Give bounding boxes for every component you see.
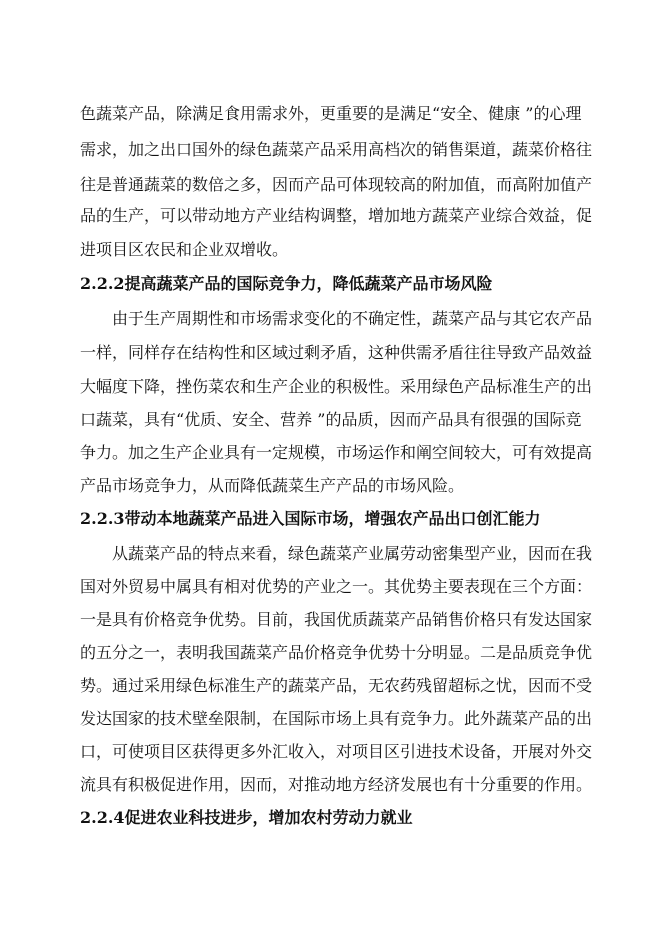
section-heading-2-2-4: 2.2.4促进农业科技进步，增加农村劳动力就业 bbox=[80, 808, 413, 827]
paragraph-3-line: 流具有积极促进作用，因而，对推动地方经济发展也有十分重要的作用。 bbox=[80, 775, 593, 794]
paragraph-2-line: 产品市场竞争力，从而降低蔬菜生产产品的市场风险。 bbox=[80, 476, 465, 495]
paragraph-3-line: 势。通过采用绿色标准生产的蔬菜产品，无农药残留超标之忧，因而不受 bbox=[80, 676, 593, 695]
paragraph-1-line: 品的生产，可以带动地方产业结构调整，增加地方蔬菜产业综合效益，促 bbox=[80, 206, 593, 225]
paragraph-3-line: 发达国家的技术壁垒限制，在国际市场上具有竞争力。此外蔬菜产品的出 bbox=[80, 709, 593, 728]
section-heading-2-2-3: 2.2.3带动本地蔬菜产品进入国际市场，增强农产品出口创汇能力 bbox=[80, 509, 541, 528]
paragraph-2-line: 由于生产周期性和市场需求变化的不确定性，蔬菜产品与其它农产品 bbox=[112, 309, 593, 328]
paragraph-1-line: 需求，加之出口国外的绿色蔬菜产品采用高档次的销售渠道，蔬菜价格往 bbox=[80, 140, 593, 159]
paragraph-2-line: 一样，同样存在结构性和区域过剩矛盾，这种供需矛盾往往导致产品效益 bbox=[80, 343, 593, 362]
paragraph-1-line: 进项目区农民和企业双增收。 bbox=[80, 240, 289, 259]
paragraph-3-line: 从蔬菜产品的特点来看，绿色蔬菜产业属劳动密集型产业，因而在我 bbox=[112, 544, 593, 563]
paragraph-2-line: 大幅度下降，挫伤菜农和生产企业的积极性。采用绿色产品标准生产的出 bbox=[80, 377, 593, 396]
paragraph-1-line: 色蔬菜产品，除满足食用需求外，更重要的是满足“安全、健康 ”的心理 bbox=[80, 104, 582, 123]
paragraph-1-line: 往是普通蔬菜的数倍之多，因而产品可体现较高的附加值，而高附加值产 bbox=[80, 175, 593, 194]
paragraph-2-line: 口蔬菜，具有“优质、安全、营养 ”的品质，因而产品具有很强的国际竞 bbox=[80, 410, 582, 429]
section-heading-2-2-2: 2.2.2提高蔬菜产品的国际竞争力，降低蔬菜产品市场风险 bbox=[80, 274, 493, 293]
paragraph-3-line: 的五分之一，表明我国蔬菜产品价格竞争优势十分明显。二是品质竞争优 bbox=[80, 643, 593, 662]
paragraph-3-line: 国对外贸易中属具有相对优势的产业之一。其优势主要表现在三个方面： bbox=[80, 577, 593, 596]
paragraph-3-line: 一是具有价格竞争优势。目前，我国优质蔬菜产品销售价格只有发达国家 bbox=[80, 610, 593, 629]
paragraph-2-line: 争力。加之生产企业具有一定规模，市场运作和阐空间较大，可有效提高 bbox=[80, 443, 593, 462]
paragraph-3-line: 口，可使项目区获得更多外汇收入，对项目区引进技术设备，开展对外交 bbox=[80, 742, 593, 761]
